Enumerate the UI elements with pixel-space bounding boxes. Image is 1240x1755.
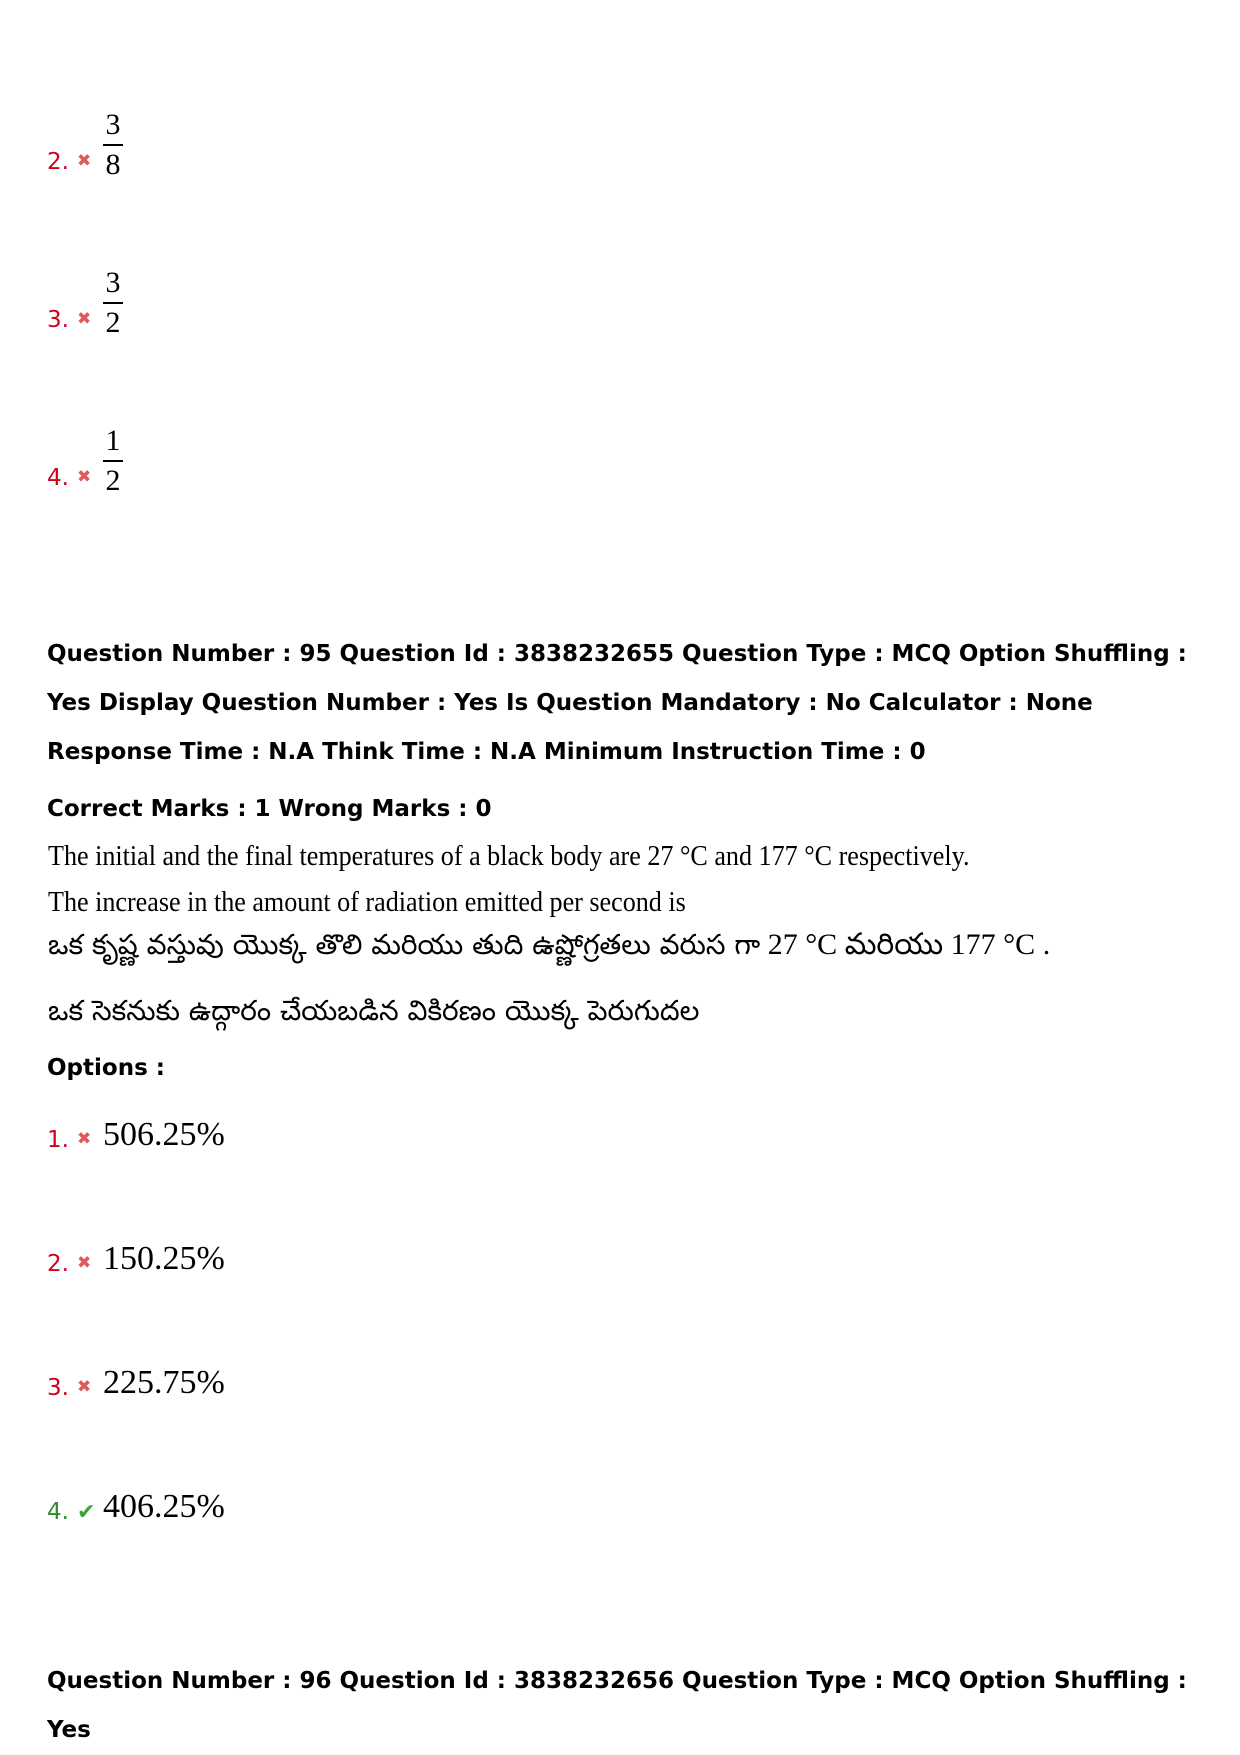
option-text: 225.75% <box>103 1364 225 1401</box>
question-95-meta: Question Number : 95 Question Id : 3838232655 Question Type : MCQ Option Shuffling : Yes Display Question Number : Yes Is Question Mandatory : No Calculator : None Response Time : N.A Think Time : N.A Minimum Instruction Time : 0 <box>47 641 1187 765</box>
question-text-te-line1-tail: 27 °C మరియు 177 °C . <box>760 928 1051 961</box>
prev-option-2 <box>47 104 123 181</box>
option-number: 4. <box>47 1499 69 1525</box>
wrong-icon: ✖ <box>77 1129 92 1149</box>
options-label: Options : <box>47 1055 165 1081</box>
check-icon: ✔ <box>77 1500 96 1525</box>
denominator: 2 <box>105 464 121 497</box>
prev-option-3 <box>47 262 123 339</box>
option-number: 3. <box>47 1375 69 1401</box>
prev-option-4 <box>47 420 123 497</box>
option-4 <box>47 1490 225 1524</box>
question-96-meta: Question Number : 96 Question Id : 3838232656 Question Type : MCQ Option Shuffling : Yes <box>47 1668 1187 1743</box>
fraction-bar <box>103 460 123 462</box>
question-text-te-line1 <box>48 928 1050 969</box>
numerator: 1 <box>105 424 121 457</box>
option-3 <box>47 1366 225 1400</box>
question-text-en-line2: The increase in the amount of radiation emitted per second is <box>48 886 686 918</box>
denominator: 8 <box>105 148 121 181</box>
option-1 <box>47 1118 225 1152</box>
wrong-icon: ✖ <box>77 1253 92 1273</box>
question-text-te-line2: ఒక సెకనుకు ఉద్గారం చేయబడిన వికిరణం యొక్క పెరుగుదల <box>48 994 700 1027</box>
question-text-en-line1: The initial and the final temperatures of a black body are 27 °C and 177 °C respectively. <box>48 840 970 872</box>
fraction <box>103 268 123 338</box>
option-number: 4. <box>47 465 69 491</box>
option-text: 506.25% <box>103 1116 225 1153</box>
wrong-icon: ✖ <box>77 151 92 171</box>
option-2 <box>47 1242 225 1276</box>
option-text: 406.25% <box>103 1488 225 1525</box>
denominator: 2 <box>105 306 121 339</box>
fraction-bar <box>103 144 123 146</box>
option-text: 150.25% <box>103 1240 225 1277</box>
fraction <box>103 426 123 496</box>
option-number: 2. <box>47 1251 69 1277</box>
fraction-bar <box>103 302 123 304</box>
fraction <box>103 110 123 180</box>
option-number: 2. <box>47 149 69 175</box>
numerator: 3 <box>105 108 121 141</box>
wrong-icon: ✖ <box>77 467 92 487</box>
option-number: 1. <box>47 1127 69 1153</box>
question-95-marks: Correct Marks : 1 Wrong Marks : 0 <box>47 796 492 822</box>
numerator: 3 <box>105 266 121 299</box>
wrong-icon: ✖ <box>77 309 92 329</box>
option-number: 3. <box>47 307 69 333</box>
question-text-te-line1-main: ఒక కృష్ణ వస్తువు యొక్క తొలి మరియు తుది ఉష్ణోగ్రతలు వరుస గా <box>48 928 761 961</box>
wrong-icon: ✖ <box>77 1377 92 1397</box>
